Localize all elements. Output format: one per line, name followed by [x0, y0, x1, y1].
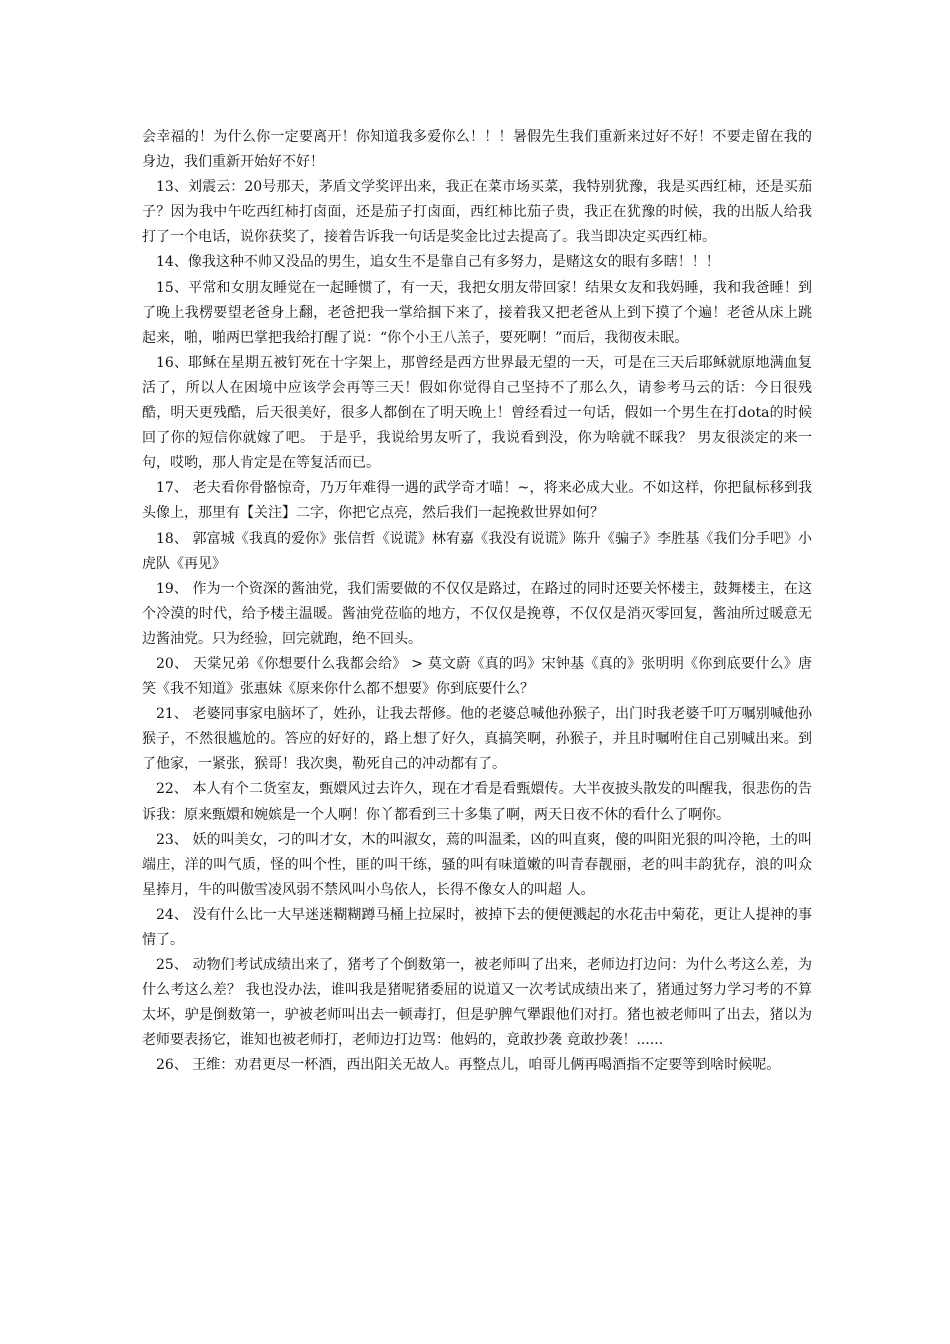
document-body — [142, 125, 812, 1079]
paragraph-19: 19、 作为一个资深的酱油党，我们需要做的不仅仅是路过，在路过的同时还要关怀楼主，鼓舞楼主，在这个冷漠的时代，给予楼主温暖。酱油党莅临的地方，不仅仅是挽尊，不仅仅是消灭零回复，酱油所过暖意无边酱油党。只为经验，回完就跑，绝不回头。 — [142, 580, 812, 647]
paragraph-17: 17、 老夫看你骨骼惊奇，乃万年难得一遇的武学奇才喵！~，将来必成大业。不如这样，你把鼠标移到我头像上，那里有【关注】二字，你把它点亮，然后我们一起挽救世界如何？ — [142, 480, 812, 522]
paragraph-22: 22、 本人有个二货室友，甄嬛风过去许久，现在才看是看甄嬛传。大半夜披头散发的叫醒我，很悲伤的告诉我：原来甄嬛和婉嫔是一个人啊！你丫都看到三十多集了啊，两天日夜不休的看什么了啊你。 — [142, 781, 812, 823]
paragraph-16: 16、耶稣在星期五被钉死在十字架上，那曾经是西方世界最无望的一天，可是在三天后耶稣就原地满血复活了，所以人在困境中应该学会再等三天！假如你觉得自己坚持不了那么久，请参考马云的话：今日很残酷，明天更残酷，后天很美好，很多人都倒在了明天晚上！曾经看过一句话，假如一个男生在打dota的时候回了你的短信你就嫁了吧。 于是乎，我说给男友听了，我说看到没，你为啥就不睬我？ 男友很淡定的来一句，哎哟，那人肯定是在等复活而已。 — [142, 354, 812, 472]
paragraph-15: 15、平常和女朋友睡觉在一起睡惯了，有一天，我把女朋友带回家！结果女友和我妈睡，我和我爸睡！到了晚上我楞要望老爸身上翻，老爸把我一掌给掴下来了，接着我又把老爸从上到下摸了个遍！老爸从床上跳起来，啪，啪两巴掌把我给打醒了说：“你个小王八羔子，要死啊！”而后，我彻夜未眠。 — [142, 279, 812, 346]
paragraph-20: 20、 天棠兄弟《你想要什么我都会给》 > 莫文蔚《真的吗》宋钟基《真的》张明明《你到底要什么》唐笑《我不知道》张惠妹《原来你什么都不想要》你到底要什么？ — [142, 655, 812, 698]
paragraph-14: 14、像我这种不帅又没品的男生，追女生不是靠自己有多努力，是赌这女的眼有多瞎！！！ — [156, 254, 720, 271]
paragraph-26: 26、 王维：劝君更尽一杯酒，西出阳关无故人。再整点儿，咱哥儿俩再喝酒指不定要等到啥时候呢。 — [156, 1057, 781, 1074]
paragraph-24: 24、 没有什么比一大早迷迷糊糊蹲马桶上拉屎时，被掉下去的便便溅起的水花击中菊花，更让人提神的事情了。 — [142, 906, 812, 948]
paragraph-25: 25、 动物们考试成绩出来了，猪考了个倒数第一，被老师叫了出来，老师边打边问：为什么考这么差，为什么考这么差？ 我也没办法，谁叫我是猪呢猪委屈的说道又一次考试成绩出来了，猪通过努力学习考的不算太坏，驴是倒数第一，驴被老师叫出去一顿毒打，但是驴脾气犟跟他们对打。猪也被老师叫了出去，猪以为老师要表扬它，谁知也被老师打，老师边打边骂：他妈的，竟敢抄袭 竟敢抄袭！...... — [142, 957, 812, 1049]
paragraph-21: 21、 老婆同事家电脑坏了，姓孙，让我去帮修。他的老婆总喊他孙猴子，出门时我老婆千叮万嘱别喊他孙猴子，不然很尴尬的。答应的好好的，路上想了好久，真搞笑啊，孙猴子，并且时嘱咐住自己别喊出来。到了他家，一紧张，猴哥！我次奥，勒死自己的冲动都有了。 — [142, 706, 812, 773]
paragraph-continued: 会幸福的！为什么你一定要离开！你知道我多爱你么！！！暑假先生我们重新来过好不好！不要走留在我的身边，我们重新开始好不好！ — [142, 129, 812, 171]
paragraph-13: 13、刘震云：20号那天，茅盾文学奖评出来，我正在菜市场买菜，我特别犹豫，我是买西红柿，还是买茄子？因为我中午吃西红柿打卤面，还是茄子打卤面，西红柿比茄子贵，我正在犹豫的时候，我的出版人给我打了一个电话，说你获奖了，接着告诉我一句话是奖金比过去提高了。我当即决定买西红柿。 — [142, 179, 812, 246]
paragraph-23: 23、 妖的叫美女，刁的叫才女，木的叫淑女，蔫的叫温柔，凶的叫直爽，傻的叫阳光狠的叫冷艳，土的叫端庄，洋的叫气质，怪的叫个性，匪的叫干练，骚的叫有味道嫩的叫青春靓丽，老的叫丰韵犹存，浪的叫众星捧月，牛的叫傲雪凌风弱不禁风叫小鸟依人，长得不像女人的叫超 人。 — [142, 831, 812, 898]
paragraph-18: 18、 郭富城《我真的爱你》张信哲《说谎》林宥嘉《我没有说谎》陈升《骗子》李胜基《我们分手吧》小虎队《再见》 — [142, 530, 812, 572]
